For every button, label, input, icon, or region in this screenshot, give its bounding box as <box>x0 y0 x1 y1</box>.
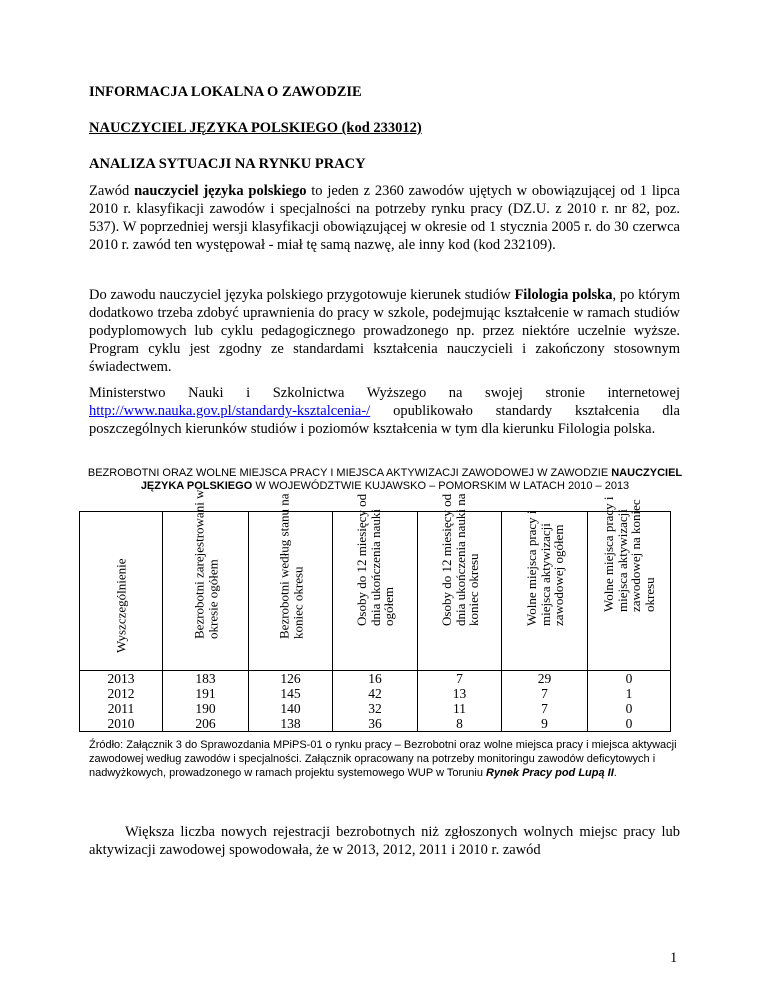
table-cell: 29 <box>502 671 588 687</box>
table-cell: 183 <box>163 671 249 687</box>
table-cell: 42 <box>333 686 418 701</box>
column-header: Osoby do 12 miesięcy od dnia ukończenia nauki ogółem <box>333 512 418 671</box>
heading-info: INFORMACJA LOKALNA O ZAWODZIE <box>89 84 362 100</box>
table-cell: 191 <box>163 686 249 701</box>
table-cell: 7 <box>502 701 588 716</box>
table-cell: 2013 <box>80 671 163 687</box>
table-cell: 36 <box>333 716 418 732</box>
table-cell: 11 <box>418 701 502 716</box>
table-cell: 145 <box>249 686 333 701</box>
page-number: 1 <box>670 950 678 966</box>
column-header: Osoby do 12 miesięcy od dnia ukończenia nauki na koniec okresu <box>418 512 502 671</box>
study-field-bold: Filologia polska <box>514 287 613 303</box>
table-row <box>80 671 671 687</box>
table-cell: 7 <box>502 686 588 701</box>
table-cell: 16 <box>333 671 418 687</box>
table-cell: 126 <box>249 671 333 687</box>
column-header: Bezrobotni według stanu na koniec okresu <box>249 512 333 671</box>
table-cell: 206 <box>163 716 249 732</box>
paragraph-education: Do zawodu nauczyciel języka polskiego przygotowuje kierunek studiów Filologia polska, po którym dodatkowo trzeba zdobyć uprawnienia do pracy w szkole, podejmując kształcenie w ramach studiów podyplomowych lub cyklu pedagogicznego prowadzonego np. przez niektóre uczelnie wyższe. Program cyklu jest zgodny ze standardami kształcenia nauczycieli i zakończony stosownym świadectwem. <box>89 287 680 375</box>
table-cell: 13 <box>418 686 502 701</box>
table-cell: 0 <box>588 671 671 687</box>
table-cell: 138 <box>249 716 333 732</box>
table-row <box>80 686 671 701</box>
table-cell: 32 <box>333 701 418 716</box>
table-cell: 2012 <box>80 686 163 701</box>
table-caption: BEZROBOTNI ORAZ WOLNE MIEJSCA PRACY I MIEJSCA AKTYWIZACJI ZAWODOWEJ W ZAWODZIE NAUCZYCIEL JĘZYKA POLSKIEGO W WOJEWÓDZTWIE KUJAWSKO – POMORSKIM W LATACH 2010 – 2013 <box>87 467 683 492</box>
column-header: Wyszczególnienie <box>80 512 163 671</box>
table-cell: 0 <box>588 701 671 716</box>
table-cell: 2010 <box>80 716 163 732</box>
table-row <box>80 716 671 732</box>
paragraph-conclusion: Większa liczba nowych rejestracji bezrobotnych niż zgłoszonych wolnych miejsc pracy lub aktywizacji zawodowej spowodowała, że w 2013, 2012, 2011 i 2010 r. zawód <box>89 824 680 858</box>
column-header: Wolne miejsca pracy i miejsca aktywizacji zawodowej na koniec okresu <box>588 512 671 671</box>
table-cell: 190 <box>163 701 249 716</box>
table-cell: 1 <box>588 686 671 701</box>
table-cell: 9 <box>502 716 588 732</box>
heading-profession: NAUCZYCIEL JĘZYKA POLSKIEGO (kod 233012) <box>89 120 422 136</box>
heading-analysis: ANALIZA SYTUACJI NA RYNKU PRACY <box>89 156 366 172</box>
table-cell: 0 <box>588 716 671 732</box>
column-header: Wolne miejsca pracy i miejsca aktywizacji zawodowej ogółem <box>502 512 588 671</box>
profession-name-bold: nauczyciel języka polskiego <box>134 183 307 199</box>
table-cell: 7 <box>418 671 502 687</box>
table-row <box>80 701 671 716</box>
ministry-standards-link[interactable]: http://www.nauka.gov.pl/standardy-ksztalcenia-/ <box>89 403 371 419</box>
table-cell: 2011 <box>80 701 163 716</box>
table-cell: 140 <box>249 701 333 716</box>
table-source-note: Źródło: Załącznik 3 do Sprawozdania MPiPS-01 o rynku pracy – Bezrobotni oraz wolne miejsca pracy i miejsca aktywacji zawodowej według zawodów i specjalności. Załącznik opracowany na potrzeby monitoringu zawodów deficytowych i nadwyżkowych, prowadzonego w ramach projektu systemowego WUP w Toruniu Rynek Pracy pod Lupą II. <box>89 739 677 779</box>
paragraph-intro: Zawód nauczyciel języka polskiego to jeden z 2360 zawodów ujętych w obowiązującej od 1 lipca 2010 r. klasyfikacji zawodów i specjalności na potrzeby rynku pracy (DZ.U. z 2010 r. nr 82, poz. 537). W poprzedniej wersji klasyfikacji obowiązującej w okresie od 1 stycznia 2005 r. do 30 czerwca 2010 r. zawód ten występował - miał tę samą nazwę, ale inny kod (kod 232109). <box>89 183 680 253</box>
column-header: Bezrobotni zarejestrowani w okresie ogółem <box>163 512 249 671</box>
table-cell: 8 <box>418 716 502 732</box>
paragraph-ministry: Ministerstwo Nauki i Szkolnictwa Wyższego na swojej stronie internetowej http://www.nauka.gov.pl/standardy-ksztalcenia-/ opublikowało standardy kształcenia dla poszczególnych kierunków studiów i poziomów kształcenia w tym dla kierunku Filologia polska. <box>89 385 680 437</box>
statistics-table <box>79 489 671 732</box>
